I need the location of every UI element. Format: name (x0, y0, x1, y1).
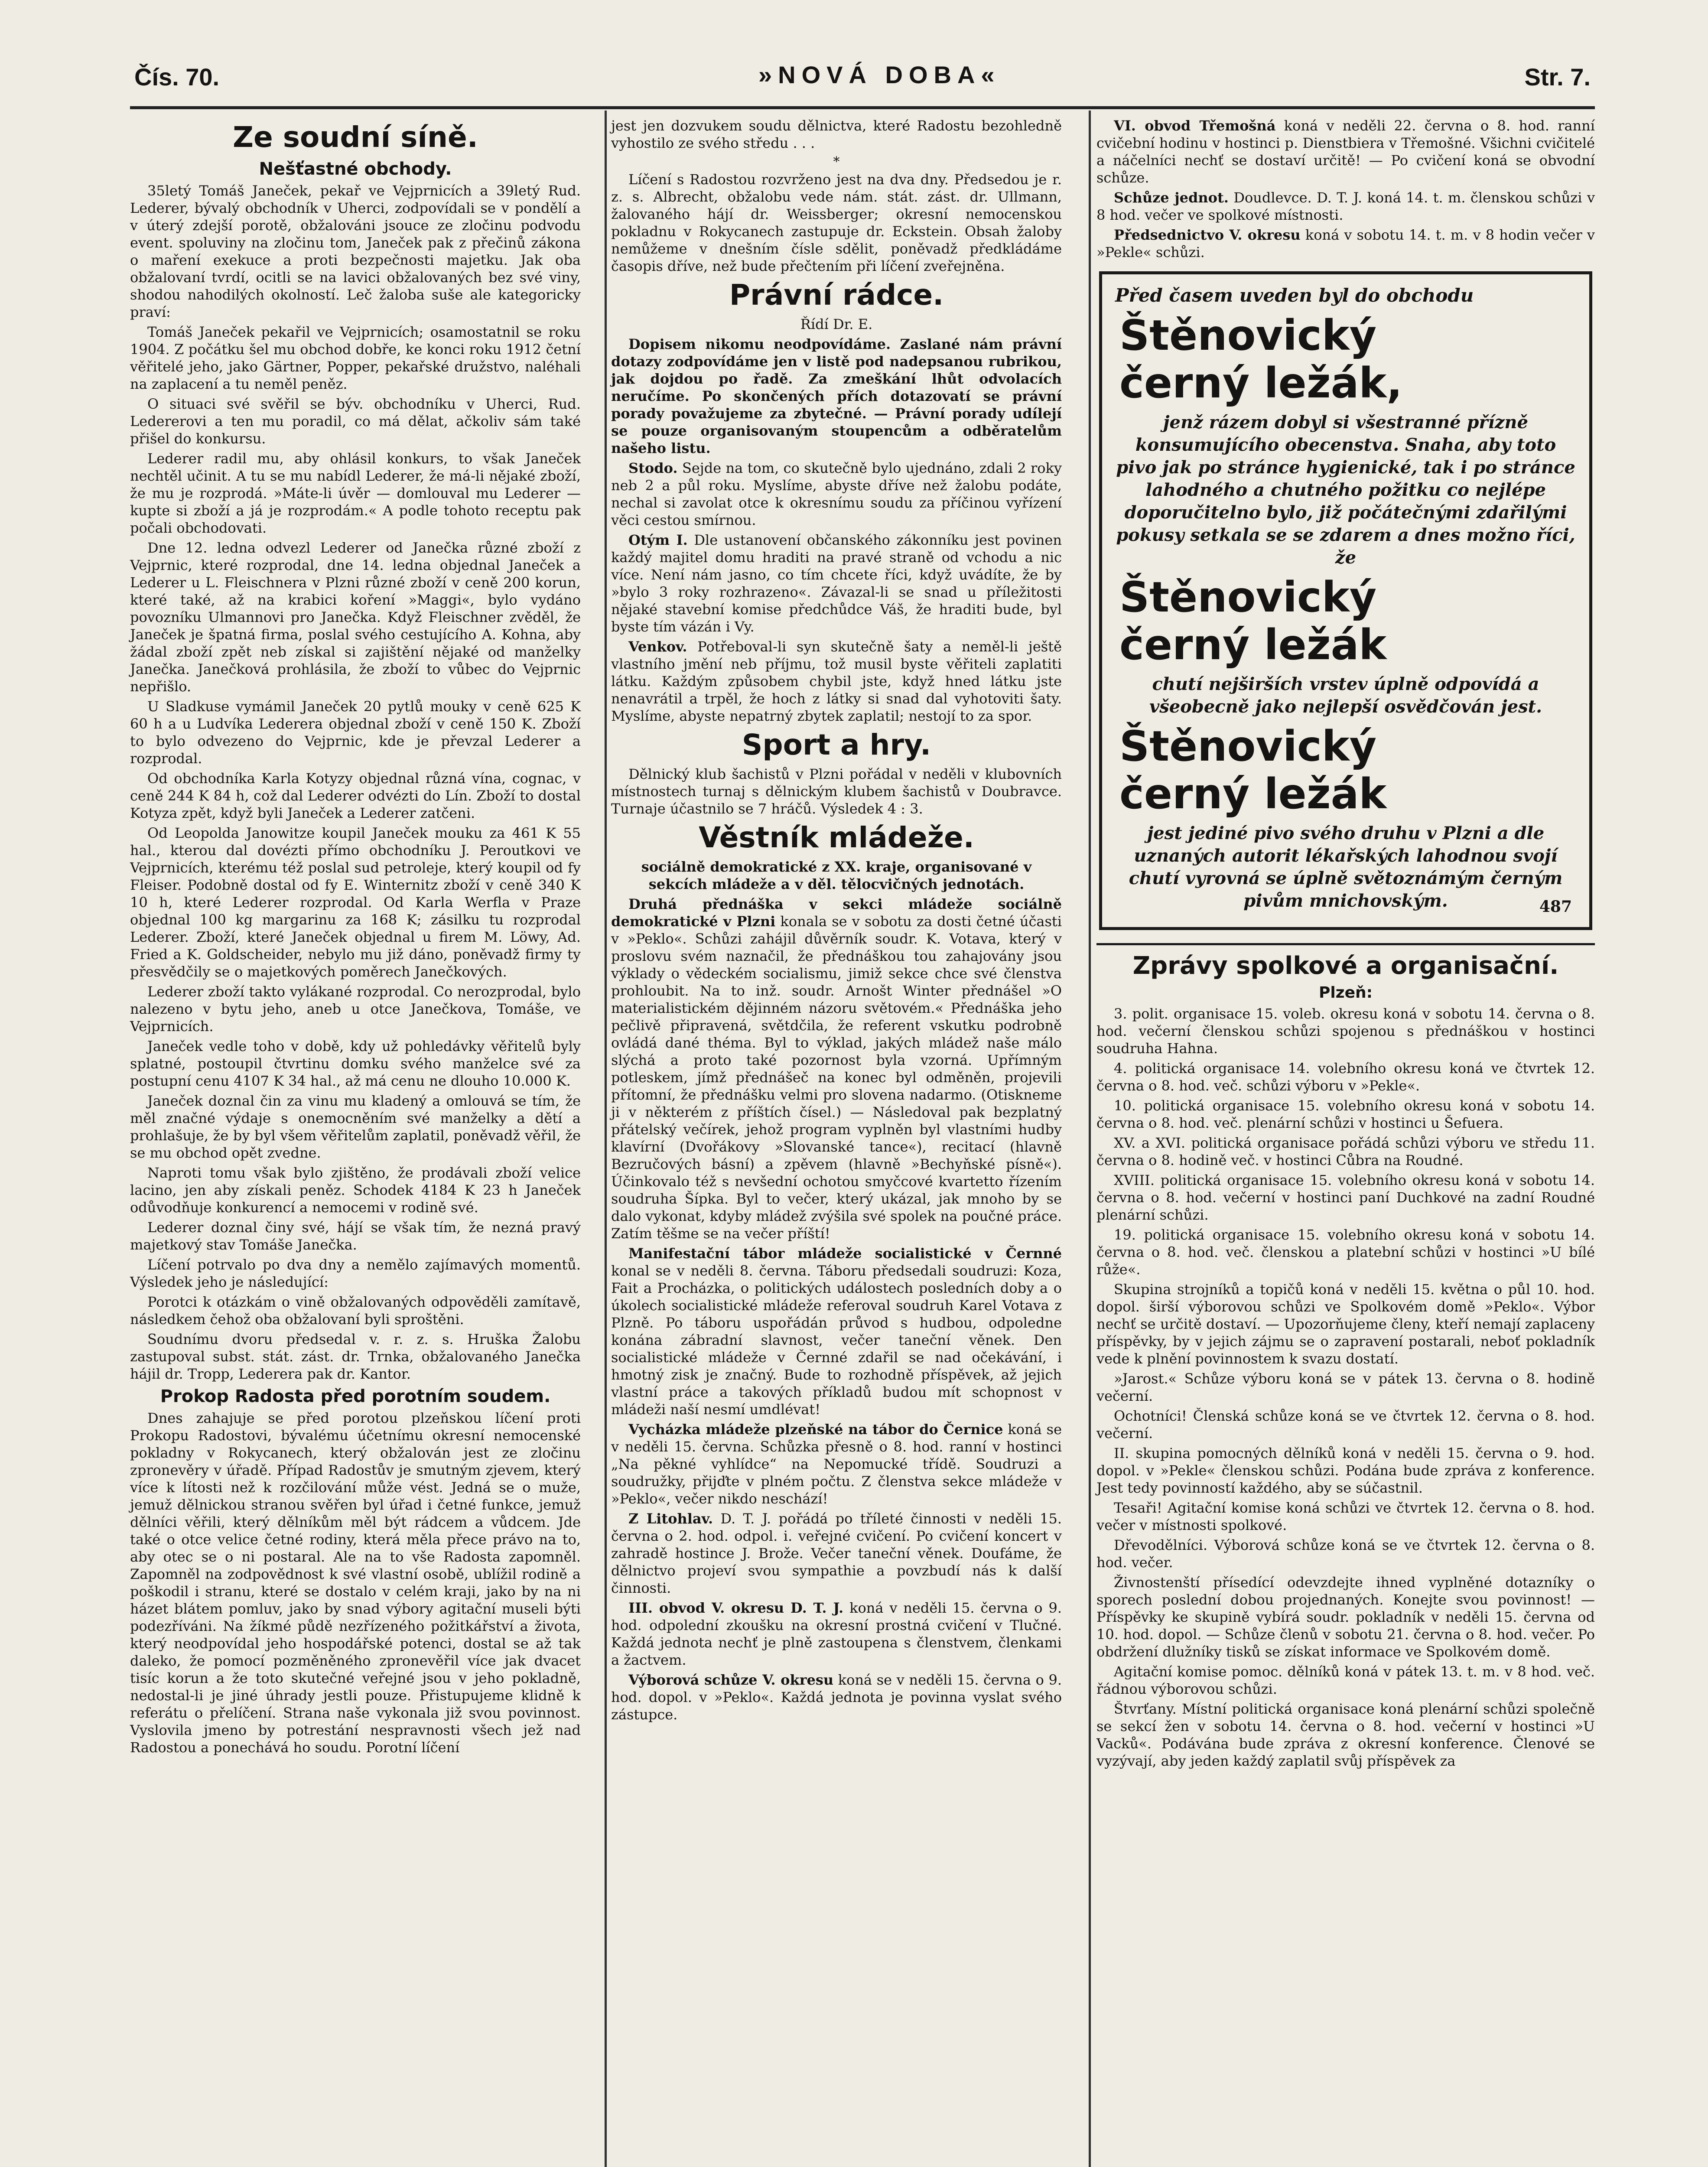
item-key: III. obvod V. okresu D. T. J. (628, 1600, 844, 1616)
article-heading: Nešťastné obchody. (259, 159, 452, 179)
city-heading: Plzeň: (1318, 984, 1373, 1002)
item-key: Schůze jednot. (1114, 189, 1229, 206)
issue-number: Čís. 70. (134, 63, 220, 91)
paragraph: Janeček doznal čin za vinu mu kladený a omlouvá se tím, že měl značné výdaje s onemocněním své manželky a dětí a prohlašuje, že by byl všem věřitelům zaplatil, poněvadž věřil, že se mu obchod opět zvedne. (130, 1093, 581, 1161)
club-notice: 3. polit. organisace 15. voleb. okresu koná v sobotu 14. června o 8. hod. večerní členskou schůzi spojenou s přednáškou v hostinci soudruha Hahna. (1096, 1005, 1595, 1057)
paragraph: U Sladkuse vymámil Janeček 20 pytlů mouky v ceně 625 K 60 h a u Ludvíka Lederera objednal zboží v ceně 150 K. Zboží to bylo odvezeno do Vejprnic, kde je převzal Lederer a rozprodal. (130, 698, 581, 767)
answer-key: Otým I. (628, 532, 688, 548)
item-key: Druhá přednáška v sekci mládeže sociálně demokratické v Plzni (611, 896, 1062, 930)
item-text: konala se v sobotu za dosti četné účasti v »Peklo«. Schůzi zahájil důvěrník soudr. K. Votava, který v proslovu svém naznačil, že přednáškou tou zahajovány jsou výklady o vědeckém socialismu, jimiž sekce chce své členstva prohloubit. Na to inž. soudr. Arnošt Winter přednášel »O materialistickém dějinném názoru světovém.« Přednáška jeho pečlivě připravená, světdčila, že referent vskutku podrobně ovládá dané théma. Byl to výklad, jakých mládež naše málo slýchá a proto také pozornost byla vzorná. Upřímným potleskem, jímž přednášeč na konec byl odměněn, projevili přítomní, že přednášku velmi pro slovena nadarmo. (Otiskneme ji v některém z příštích čísel.) — Následoval pak bezplatný přátelský večírek, jehož program vyplněn byl vlastními hudby klavírní (Dvořákovy »Slovanské tance«), recitací (hlavně Bezručových básní) a zpěvem (hlavně »Bechyňské písně«). Účinkovalo též s nevšední ochotou smyčcové kvartetto řízením soudruha Šípka. Byl to večer, který ukázal, jak mnoho by se dalo vykonat, kdyby mládež zvýšila své spolek na poučné práce. Zatím těšme se na večer příští! (611, 913, 1062, 1242)
paragraph: Od obchodníka Karla Kotyzy objednal různá vína, cognac, v ceně 244 K 84 h, což dal Lederer odvézti do Lín. Zboží to dostal Kotyza zpět, když byli Janeček a Lederer zatčeni. (130, 770, 581, 821)
paragraph: Dne 12. ledna odvezl Lederer od Janečka různé zboží z Vejprnic, které rozprodal, dne 14. ledna objednal Janeček a Lederer u L. Fleischnera v Plzni různé zboží v ceně 200 korun, které také, až na krabici koření »Maggi«, bylo vydáno povozníku Ulmannovi pro Janečka. Když Fleischner zvěděl, že Janeček je špatná firma, poslal svého cestujícího A. Kohna, aby žádal zboží zpět neb získal si zajištění nějaké od manželky Janečka. Janečková prohlásila, že zboží to vůbec do Vejprnic nepřišlo. (130, 540, 581, 695)
paragraph: Dělnický klub šachistů v Plzni pořádal v neděli v klubovních místnostech turnaj s dělnickým klubem šachistů v Doubravce. Turnaje účastnilo se 7 hráčů. Výsledek 4 : 3. (611, 766, 1062, 817)
club-notice: II. skupina pomocných dělníků koná v neděli 15. června o 9. hod. dopol. v »Pekle« členskou schůzi. Podána bude zpráva z konference. Jest tedy povinností každého, aby se súčastnil. (1096, 1445, 1595, 1496)
item-key: Manifestační tábor mládeže socialistické v Černné (628, 1245, 1062, 1262)
paragraph: Janeček vedle toho v době, kdy už pohledávky věřitelů byly splatné, postoupil čtvrtinu domku svého manželce své za postupní cenu 4107 K 34 hal., až má cenu ne dlouho 10.000 K. (130, 1038, 581, 1089)
paragraph: jest jen dozvukem soudu dělnictva, které Radostu bezohledně vyhostilo ze svého středu . . . (611, 117, 1062, 151)
ad-brand: Štěnovický černý ležák (1119, 573, 1387, 669)
notice-item (1096, 226, 1595, 261)
header-rule (130, 106, 1595, 109)
page-number: Str. 7. (1524, 63, 1591, 91)
section-subtitle: sociálně demokratické z XX. kraje, organisované v sekcích mládeže a v děl. tělocvičných jednotách. (641, 859, 1032, 892)
beer-advertisement (1099, 271, 1592, 930)
section-heading: Zprávy spolkové a organisační. (1132, 952, 1559, 980)
ad-text: chutí nejširších vrstev úplně odpovídá a všeobecně jako nejlepší osvědčován jest. (1149, 674, 1542, 717)
item-key: Výborová schůze V. okresu (628, 1672, 834, 1688)
paragraph: 35letý Tomáš Janeček, pekař ve Vejprnicích a 39letý Rud. Lederer, bývalý obchodník v Uherci, zodpovídali se v pondělí a v úterý zdejší porotě, obžalováni jsouce ze zločinu podvodu event. spoluviny na zločinu tom, Janeček pak z přečinů zákona o maření exekuce a proti bezpečnosti majetku. Jak oba obžalovaní tvrdí, ocitli se na lavici obžalovaných bez své viny, shodou nahodilých okolností. Leč žaloba suše ale kategoricky praví: (130, 182, 581, 320)
paragraph: Lederer zboží takto vylákané rozprodal. Co nerozprodal, bylo nalezeno v bytu jeho, aneb u otce Janečkova, Tomáše, ve Vejprnicích. (130, 983, 581, 1035)
answer-key: Venkov. (628, 638, 687, 655)
ad-brand: Štěnovický černý ležák (1119, 722, 1387, 818)
section-heading: Věstník mládeže. (699, 821, 974, 854)
notice-item (1096, 189, 1595, 224)
paragraph: Lederer doznal činy své, hájí se však tím, že nezná pravý majetkový stav Tomáše Janečka. (130, 1219, 581, 1253)
item-text: koná se v neděli 15. června o 9. hod. dopol. v »Peklo«. Každá jednota je povinna vyslat svého zástupce. (611, 1672, 1062, 1723)
item-text: koná v neděli 22. června o 8. hod. ranní cvičební hodinu v hostinci p. Dienstbiera v Třemošné. Všichni cvičitelé a náčelníci nechť se dostaví určitě! — Po cvičení koná se obvodní schůze. (1096, 117, 1595, 186)
section-heading: Sport a hry. (742, 728, 931, 761)
item-key: Předsednictvo V. okresu (1114, 227, 1301, 243)
answer-text: Potřeboval-li syn skutečně šaty a neměl-li ještě vlastního jmění neb příjmu, tož musil byste věřiteli zaplatiti látku. Každým způsobem chybil jste, když hned látku jste nenavrátil a trpěl, že hoch z látky si snad dal vyhotoviti šaty. Myslíme, abyste nepatrný zbytek zaplatil; nestojí to za spor. (611, 638, 1062, 724)
club-notice: Dřevodělníci. Výborová schůze koná se ve čtvrtek 12. června o 8. hod. večer. (1096, 1537, 1595, 1571)
legal-answer (611, 459, 1062, 529)
ad-intro: Před časem uveden byl do obchodu (1115, 285, 1474, 306)
youth-item (611, 1245, 1062, 1418)
column-divider (1089, 111, 1091, 2167)
item-text: koná v sobotu 14. t. m. v 8 hodin večer v »Pekle« schůzi. (1096, 227, 1595, 260)
ad-brand: Štěnovický černý ležák, (1119, 311, 1402, 407)
club-notice: Agitační komise pomoc. dělníků koná v pátek 13. t. m. v 8 hod. več. řádnou výborovou schůzi. (1096, 1663, 1595, 1697)
ad-text: jenž rázem dobyl si všestranné přízně konsumujícího obecenstva. Snaha, aby toto pivo jak po stránce hygienické, tak i po stránce lahodného a chutného požitku co nejlépe doporučitelno bylo, již počátečnými zdařilými pokusy setkala se se zdarem a dnes možno říci, že (1116, 412, 1575, 568)
club-notice: 4. politická organisace 14. volebního okresu koná ve čtvrtek 12. června o 8. hod. več. schůzi výboru v »Pekle«. (1096, 1060, 1595, 1094)
paragraph: Dnes zahajuje se před porotou plzeňskou líčení proti Prokopu Radostovi, bývalému účetnímu okresní nemocenské pokladny v Rokycanech, který obžalován jest ze zločinu zpronevěry v úřadě. Případ Radostův je smutným zjevem, který více k lítosti než k rozčilování může vést. Jedná se o muže, jemuž dělnickou stranou svěřen byl úřad i četné funkce, jemuž dělníci věřili, který dělníkům měl být rádcem a vůdcem. Jde také o otce velice četné rodiny, která měla přece právo na to, aby otec se o ni postaral. Ale na to vše Radosta zapomněl. Zapomněl na zodpovědnost k své vlastní osobě, ublížil rodině a poškodil i stranu, které se dostalo v celém kraji, jako by na ni házet blátem pomluv, jako by snad výbory agitační museli býti podezříváni. Na žíkmé půdě nezřízeného požitkářství a života, který neodpovídal jeho hospodářské potenci, dostal se až tak daleko, že pomocí pozměněného zpronevěřil více jak dvacet tisíc korun a že toto skutečné veřejné jsou v jeho pokladně, nedostal-li je jiné úhrady jestli pouze. Přistupujeme klidně k referátu o přelíčení. Strana naše vykonala již svou povinnost. Vyslovila jmeno by potrestání nespravnosti všech jež nad Radostou a ponechává ho soudu. Porotní líčení (130, 1410, 581, 1756)
paragraph: Tomáš Janeček pekařil ve Vejprnicích; osamostatnil se roku 1904. Z počátku šel mu obchod dobře, ke konci roku 1912 četní věřitelé jeho, jako Gärtner, Popper, pekařské družstvo, naléhali na zaplacení a tu neměl peněz. (130, 324, 581, 392)
club-notice: XV. a XVI. politická organisace pořádá schůzi výboru ve středu 11. června o 8. hodině več. v hostinci Cůbra na Roudné. (1096, 1135, 1595, 1168)
youth-item (611, 1599, 1062, 1669)
youth-item (611, 1671, 1062, 1723)
item-text: D. T. J. pořádá po tříleté činnosti v neděli 15. června o 2. hod. odpol. i. veřejné cvičení. Po cvičení koncert v zahradě hostince J. Brože. Večer taneční věnek. Doufáme, že dělnictvo projeví svou sympathie a povzbudí nás k další činnosti. (611, 1510, 1062, 1596)
item-text: Doudlevce. D. T. J. koná 14. t. m. členskou schůzi v 8 hod. večer ve spolkové místnosti. (1096, 189, 1595, 223)
answer-text: Sejde na tom, co skutečně bylo ujednáno, zdali 2 roky neb 2 a půl roku. Myslíme, abyste dříve než žalobu podáte, nechal si zavolat otce k okresnímu soudu za příčinou vyřízení věci cestou smírnou. (611, 460, 1062, 528)
ad-text: jest jediné pivo svého druhu v Plzni a dle uznaných autorit lékařských lahodnou svojí chutí vyrovná se úplně světoznámým černým pivům mnichovským. (1129, 823, 1563, 911)
answer-text: Dle ustanovení občanského zákonníku jest povinen každý majitel domu hraditi na pravé straně od vchodu a nic více. Není nám jasno, co tím chcete říci, když uvádíte, že by »bylo 3 roky rozhrazeno«. Závazal-li se snad u příležitosti nějaké stavební komise předchůdce Váš, že hraditi bude, byl byste tím vázán i Vy. (611, 532, 1062, 635)
answer-key: Stodo. (628, 460, 678, 476)
notice: Dopisem nikomu neodpovídáme. Zaslané nám právní dotazy zodpovídáme jen v listě pod nadepsanou rubrikou, jak dojdou po řadě. Za zmeškání lhůt odvolacích neručíme. Po skončených přích dotazovatí se právní porady považujeme za zbytečné. — Právní porady udílejí se pouze organisovaným stoupencům a odběratelům našeho listu. (611, 336, 1062, 456)
section-rule (1096, 943, 1595, 945)
club-notice: 19. politická organisace 15. volebního okresu koná v sobotu 14. června o 8. hod. več. členskou a platební schůzi v hostinci »U bílé růže«. (1096, 1227, 1595, 1278)
column-divider (605, 111, 607, 2167)
item-text: konal se v neděli 8. června. Táboru předsedali soudruzi: Koza, Fait a Procházka, o politických událostech posledních doby a o úkolech socialistické mládeže referoval soudruh Karel Votava z Plzně. Po táboru uspořádán průvod s hudbou, odpoledne konána zábradní slavnost, večer taneční věnek. Den socialistické mládeže v Černné zdařil se nad očekávání, i hmotný zisk je značný. Bude to rozhodně příspěvek, až jejich vlastní práce a takových příkladů budou mít schopnost v mládeži naší nesmí umdlévat! (611, 1262, 1062, 1418)
legal-answer (611, 531, 1062, 635)
youth-item (611, 1510, 1062, 1597)
paragraph: Porotci k otázkám o vině obžalovaných odpověděli zamítavě, následkem čehož oba obžalovaní byli sproštěni. (130, 1294, 581, 1328)
page-header (134, 56, 1591, 98)
club-notice: XVIII. politická organisace 15. volebního okresu koná v sobotu 14. června o 8. hod. večerní v hostinci paní Duchkové na zadní Roudné plenární schůzi. (1096, 1172, 1595, 1223)
item-text: koná se v neděli 15. června. Schůzka přesně o 8. hod. ranní v hostinci „Na pěkné vyhlídce“ na Nepomucké třídě. Soudruzi a soudružky, přijďte v plném počtu. Z členstva sekce mládeže v »Peklo«, večer nikdo neschází! (611, 1421, 1062, 1507)
club-notice: Ochotníci! Členská schůze koná se ve čtvrtek 12. června o 8. hod. večerní. (1096, 1408, 1595, 1441)
paragraph: O situaci své svěřil se býv. obchodníku v Uherci, Rud. Ledererovi a ten mu poradil, co má dělat, ačkoliv sám také přišel do konkursu. (130, 396, 581, 447)
item-key: Z Litohlav. (628, 1510, 713, 1527)
ad-number: 487 (1539, 898, 1572, 916)
youth-item (611, 895, 1062, 1242)
club-notice: Živnostenští přísedící odevzdejte ihned vyplněné dotazníky o sporech poslední dobou projednaných. Konejte svou povinnost! — Příspěvky ke skupině vybírá soudr. pokladník v neděli 15. června od 10. hod. dopol. — Schůze členů v sobotu 21. června o 8. hod. večer. Po obdržení dlužníky tisků se získat informace ve Spolkovém domě. (1096, 1574, 1595, 1660)
section-editor: Řídí Dr. E. (800, 316, 873, 332)
notice-item (1096, 117, 1595, 186)
section-heading: Právní rádce. (729, 278, 944, 312)
club-notice: Skupina strojníků a topičů koná v neděli 15. května o půl 10. hod. dopol. širší výborovou schůzi ve Spolkovém domě »Peklo«. Výbor nechť se určitě dostaví. — Upozorňujeme členy, kteří nemají zaplaceny příspěvky, by v jejich zájmu se o zapravení postarali, neboť pokladník vede k plnění povinnostem k svazu dostatí. (1096, 1281, 1595, 1367)
paragraph: Od Leopolda Janowitze koupil Janeček mouku za 461 K 55 hal., kterou dal dovézti přímo obchodníku J. Peroutkovi ve Vejprnicích, kterému též poslal sud petroleje, který koupil od fy Fleiser. Podobně dostal od fy E. Winternitz zboží v ceně 340 K 10 h, které Lederer rozprodal. Od Karla Werfla v Praze objednal 100 kg margarinu za 168 K; zásilku tu rozprodal Lederer. Zboží, které Janeček objednal u firem M. Löwy, Ad. Fried a K. Goldscheider, nebylo mu již dáno, poněvadž firmy ty přesvědčily se o majetkových poměrech Janečkových. (130, 825, 581, 980)
club-notice: »Jarost.« Schůze výboru koná se v pátek 13. června o 8. hodině večerní. (1096, 1370, 1595, 1404)
paragraph: Líčení potrvalo po dva dny a nemělo zajímavých momentů. Výsledek jeho je následující: (130, 1256, 581, 1290)
legal-answer (611, 638, 1062, 725)
club-notice: Štvrťany. Místní politická organisace koná plenární schůzi společně se sekcí žen v sobotu 14. června o 8. hod. večerní v hostinci »U Vacků«. Podávána bude zpráva z okresní konference. Členové se vyzývají, aby jeden každý zaplatil svůj příspěvek za (1096, 1701, 1595, 1769)
court-heading: Ze soudní síně. (233, 120, 478, 154)
paragraph: Lederer radil mu, aby ohlásil konkurs, to však Janeček nechtěl učinit. A tu se mu nabídl Lederer, že má-li nějaké zboží, že mu je rozprodá. »Máte-li úvěr — domlouval mu Lederer — kupte si zboží a já je rozprodám.« A podle tohoto receptu pak počali obchodovati. (130, 450, 581, 536)
club-notice: 10. politická organisace 15. volebního okresu koná v sobotu 14. června o 8. hod. več. plenární schůzi v hostinci u Šefuera. (1096, 1097, 1595, 1131)
paragraph: Soudnímu dvoru předsedal v. r. z. s. Hruška Žalobu zastupoval subst. stát. zást. dr. Trnka, obžalovaného Janečka hájil dr. Tropp, Lederera pak dr. Kantor. (130, 1331, 581, 1382)
item-key: Vycházka mládeže plzeňské na tábor do Černice (628, 1421, 1003, 1438)
masthead-title: »NOVÁ DOBA« (758, 61, 1001, 88)
separator: * (833, 154, 840, 169)
club-notice: Tesaři! Agitační komise koná schůzi ve čtvrtek 12. června o 8. hod. večer v místnosti spolkové. (1096, 1500, 1595, 1533)
column-2 (611, 117, 1062, 1726)
item-text: koná v neděli 15. června o 9. hod. odpolední zkoušku na okresní prostná cvičení v Tlučné. Každá jednota nechť je plně zastoupena s členstvem, členkami a žactvem. (611, 1600, 1062, 1668)
column-1 (130, 117, 581, 1759)
paragraph: Naproti tomu však bylo zjištěno, že prodávali zboží velice lacino, jen aby získali peněz. Schodek 4184 K 23 h Janeček odůvodňuje konkurencí a nemocemi v rodině své. (130, 1165, 581, 1216)
paragraph: Líčení s Radostou rozvrženo jest na dva dny. Předsedou je r. z. s. Albrecht, obžalobu vede nám. stát. zást. dr. Ullmann, žalovaného hájí dr. Weissberger; okresní nemocenskou pokladnu v Rokycanech zastupuje dr. Eckstein. Obsah žaloby nemůžeme v dnešním čísle sdělit, poněvadž předkládáme časopis dříve, než bude přečtením při líčení zveřejněna. (611, 171, 1062, 274)
item-key: VI. obvod Třemošná (1114, 117, 1276, 134)
youth-item (611, 1421, 1062, 1507)
article-heading: Prokop Radosta před porotním soudem. (160, 1386, 551, 1406)
column-3 (1096, 117, 1595, 1772)
